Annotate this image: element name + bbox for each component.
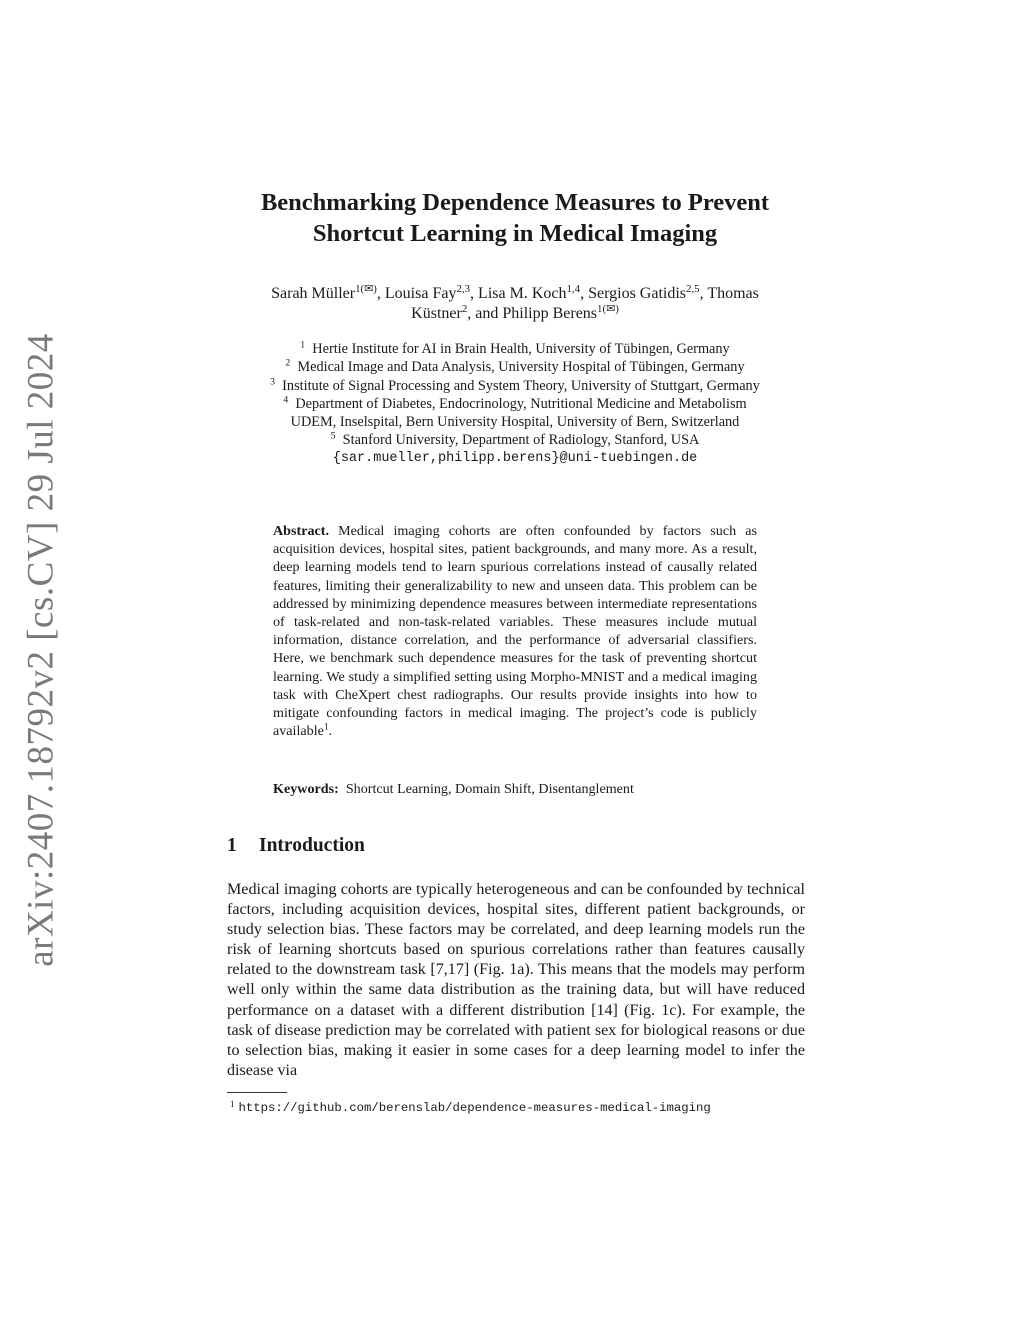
author-name: Küstner [411, 305, 462, 322]
author-name: , Lisa M. Koch [470, 285, 567, 302]
footnote-url-link[interactable]: https://github.com/berenslab/dependence-measures-medical-imaging [238, 1101, 711, 1115]
author-name: , Thomas [699, 285, 759, 302]
section-heading [227, 835, 365, 857]
author-affiliation-marker: 2,5 [686, 283, 700, 296]
keywords-label: Keywords: [273, 781, 339, 797]
affiliation-number: 3 [270, 376, 275, 388]
footnote-number: 1 [230, 1099, 235, 1109]
author-name: , Sergios Gatidis [580, 285, 687, 302]
arxiv-identifier-stamp: arXiv:2407.18792v2 [cs.CV] 29 Jul 2024 [20, 333, 62, 967]
section-title: Introduction [259, 835, 365, 856]
author-line-2 [210, 304, 820, 324]
affiliation-text: Institute of Signal Processing and System Theory, University of Stuttgart, Germany [282, 377, 760, 394]
affiliation-item [190, 431, 840, 449]
affiliation-item [190, 395, 840, 413]
author-list [210, 284, 820, 324]
author-affiliation-marker: 1(✉) [597, 303, 619, 316]
author-affiliation-marker: 1,4 [566, 283, 581, 296]
affiliation-text: Stanford University, Department of Radiology, Stanford, USA [342, 432, 700, 449]
abstract-text: Medical imaging cohorts are often confounded by factors such as acquisition devices, hospital sites, patient backgrounds, and many more. As a result, deep learning models tend to learn spurious correlations instead of causally related features, limiting their generalizability to new and unseen data. This problem can be addressed by minimizing dependence measures between intermediate representations of task-related and non-task-related variables. These measures include mutual information, distance correlation, and the performance of adversarial classifiers. Here, we benchmark such dependence measures for the task of preventing shortcut learning. We study a simplified setting using Morpho-MNIST and a medical imaging task with CheXpert chest radiographs. Our results provide insights into how to mitigate confounding factors in medical imaging. The project’s code is publicly available [273, 523, 757, 740]
footnote-divider [227, 1092, 287, 1093]
affiliation-number: 2 [285, 357, 291, 369]
affiliation-item [190, 377, 840, 395]
title-line-2: Shortcut Learning in Medical Imaging [312, 220, 718, 247]
footnote-reference[interactable]: 1 [323, 721, 329, 733]
affiliation-number: 1 [300, 339, 306, 351]
abstract-label: Abstract. [273, 523, 329, 539]
affiliation-text: UDEM, Inselspital, Bern University Hospital, University of Bern, Switzerland [290, 414, 740, 431]
paper-title [200, 187, 830, 249]
author-line-1 [210, 284, 820, 304]
author-name: , and Philipp Berens [467, 305, 598, 322]
author-affiliation-marker: 2 [461, 303, 468, 316]
title-line-1: Benchmarking Dependence Measures to Prevent [260, 189, 770, 216]
affiliation-text: Department of Diabetes, Endocrinology, Nutritional Medicine and Metabolism [295, 395, 747, 412]
abstract-end: . [328, 723, 333, 740]
keywords-text: Shortcut Learning, Domain Shift, Disentanglement [345, 781, 634, 797]
section-number: 1 [227, 835, 237, 856]
affiliation-item [190, 358, 840, 376]
affiliation-list [190, 340, 840, 468]
affiliation-text: Hertie Institute for AI in Brain Health, University of Tübingen, Germany [312, 341, 730, 357]
footnote [230, 1096, 711, 1116]
affiliation-item [190, 340, 840, 358]
author-name: , Louisa Fay [376, 285, 457, 302]
introduction-paragraph: Medical imaging cohorts are typically heterogeneous and can be confounded by technical factors, including acquisition devices, hospital sites, different patient backgrounds, or study selection bias. These factors may be correlated, and deep learning models run the risk of learning shortcuts based on spurious correlations rather than features causally related to the downstream task [7,17] (Fig. 1a). This means that the models may perform well only within the same data distribution as the training data, but will have reduced performance on a dataset with a different distribution [14] (Fig. 1c). For example, the task of disease prediction may be correlated with patient sex for biological reasons or due to selection bias, making it easier in some cases for a deep learning model to infer the disease via [227, 881, 805, 1079]
affiliation-number: 5 [330, 431, 336, 443]
affiliation-text: Medical Image and Data Analysis, University Hospital of Tübingen, Germany [297, 359, 745, 376]
author-affiliation-marker: 2,3 [456, 283, 471, 296]
keywords [273, 780, 757, 798]
contact-email: {sar.mueller,philipp.berens}@uni-tuebingen.de [332, 450, 698, 466]
abstract [273, 522, 757, 740]
author-name: Sarah Müller [271, 285, 356, 302]
affiliation-item [190, 413, 840, 431]
affiliation-number: 4 [283, 394, 289, 406]
author-affiliation-marker: 1(✉) [355, 283, 377, 296]
